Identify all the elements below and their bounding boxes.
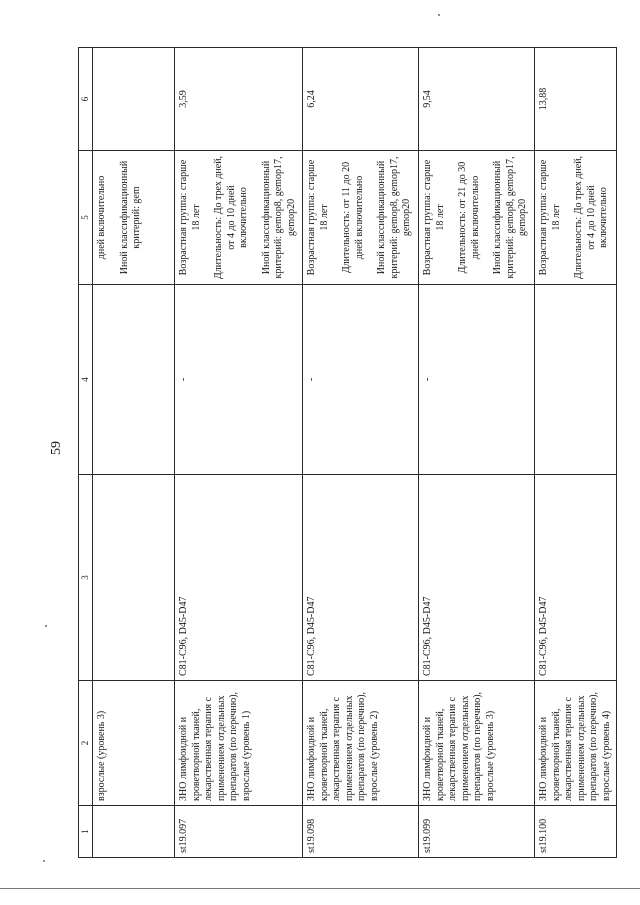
criteria-line: Возрастная группа: старше 18 лет xyxy=(306,159,330,276)
criteria-line: Иной классификационный критерий: gemop8, gemop17, gemop20 xyxy=(492,156,529,279)
page-number: 59 xyxy=(49,441,64,455)
criteria-line: Длительность: от 11 до 20 дней включительно xyxy=(341,161,365,274)
row-criteria xyxy=(93,151,175,285)
row-icd-codes: C81-C96, D45-D47 xyxy=(535,475,617,681)
scan-speck xyxy=(438,14,440,16)
column-number: 1 xyxy=(79,806,93,858)
row-code: st19.098 xyxy=(303,806,419,858)
row-name: ЗНО лимфоидной и кроветворной тканей, лекарственная терапия с применением отдельных препаратов (по перечню), взрослые (уровень 3) xyxy=(419,681,535,806)
criteria-line: Возрастная группа: старше 18 лет xyxy=(538,159,562,276)
row-criteria xyxy=(175,151,303,285)
table-row xyxy=(175,48,303,858)
row-name: ЗНО лимфоидной и кроветворной тканей, лекарственная терапия с применением отдельных препаратов (по перечню), взрослые (уровень 1) xyxy=(175,681,303,806)
tariff-table xyxy=(78,47,617,858)
column-number: 2 xyxy=(79,681,93,806)
criteria-line: Длительность: До трех дней, от 4 до 10 дней включительно xyxy=(573,155,610,280)
criteria-line: дней включительно xyxy=(96,175,108,260)
row-code xyxy=(93,806,175,858)
scan-speck xyxy=(45,625,47,627)
criteria-line: Возрастная группа: старше 18 лет xyxy=(422,159,446,276)
row-name: ЗНО лимфоидной и кроветворной тканей, лекарственная терапия с применением отдельных препаратов (по перечню), взрослые (уровень 2) xyxy=(303,681,419,806)
table-row xyxy=(535,48,617,858)
scan-edge-line xyxy=(0,888,640,889)
row-col4 xyxy=(535,285,617,475)
column-number: 6 xyxy=(79,48,93,151)
row-criteria xyxy=(419,151,535,285)
criteria-line: Иной классификационный критерий: gemop8, gemop17, gemop20 xyxy=(376,156,413,279)
row-coefficient: 6,24 xyxy=(303,48,419,151)
table-row xyxy=(93,48,175,858)
row-code: st19.099 xyxy=(419,806,535,858)
scan-speck xyxy=(43,860,45,862)
criteria-line: Иной классификационный критерий: gem xyxy=(118,160,143,275)
row-name: ЗНО лимфоидной и кроветворной тканей, лекарственная терапия с применением отдельных препаратов (по перечню), взрослые (уровень 4) xyxy=(535,681,617,806)
row-coefficient: 9,54 xyxy=(419,48,535,151)
rotated-table-container xyxy=(78,48,612,858)
row-name: взрослые (уровень 3) xyxy=(93,681,175,806)
row-criteria xyxy=(535,151,617,285)
row-code: st19.100 xyxy=(535,806,617,858)
row-coefficient xyxy=(93,48,175,151)
column-number-row xyxy=(79,48,93,858)
row-icd-codes: C81-C96, D45-D47 xyxy=(303,475,419,681)
table-row xyxy=(303,48,419,858)
row-icd-codes: C81-C96, D45-D47 xyxy=(419,475,535,681)
row-col4: - xyxy=(303,285,419,475)
criteria-line: Длительность: от 21 до 30 дней включительно xyxy=(457,161,481,274)
row-col4: - xyxy=(175,285,303,475)
row-criteria xyxy=(303,151,419,285)
column-number: 4 xyxy=(79,285,93,475)
row-col4: - xyxy=(419,285,535,475)
column-number: 3 xyxy=(79,475,93,681)
row-icd-codes xyxy=(93,475,175,681)
criteria-line: Возрастная группа: старше 18 лет xyxy=(178,159,202,276)
row-code: st19.097 xyxy=(175,806,303,858)
criteria-line: Иной классификационный критерий: gemop8, gemop17, gemop20 xyxy=(260,156,297,279)
row-coefficient: 3,59 xyxy=(175,48,303,151)
column-number: 5 xyxy=(79,151,93,285)
criteria-line: Длительность: До трех дней, от 4 до 10 дней включительно xyxy=(213,155,250,280)
row-coefficient: 13,88 xyxy=(535,48,617,151)
table-row xyxy=(419,48,535,858)
row-col4 xyxy=(93,285,175,475)
row-icd-codes: C81-C96, D45-D47 xyxy=(175,475,303,681)
